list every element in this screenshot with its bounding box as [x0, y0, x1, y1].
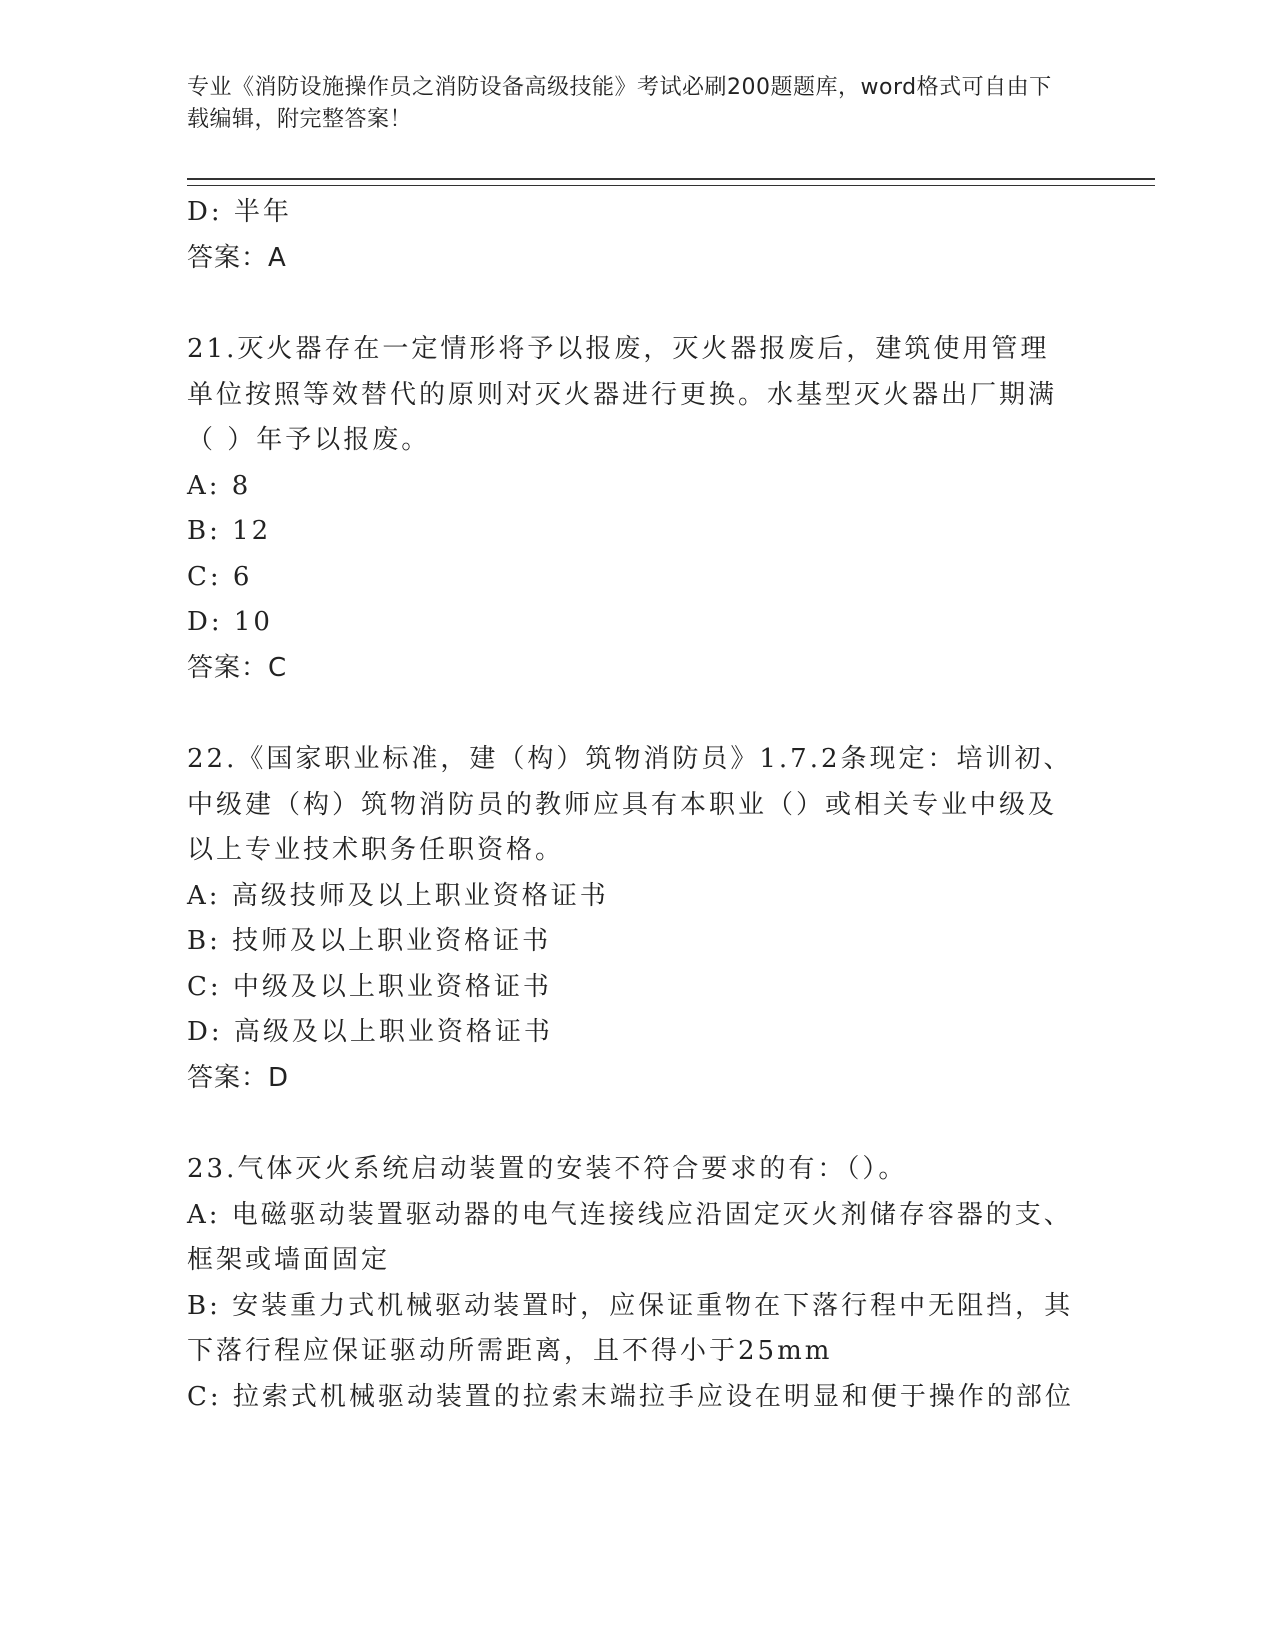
- page-header: 专业《消防设施操作员之消防设备高级技能》考试必刷200题题库，word格式可自由下载编辑，附完整答案！: [187, 75, 1052, 132]
- option-d: D: 半年: [187, 197, 292, 227]
- option-d: D: 高级及以上职业资格证书: [187, 1017, 553, 1047]
- option-b: B: 12: [187, 516, 272, 546]
- question-22: [187, 737, 1077, 1101]
- header-divider: [187, 178, 1155, 186]
- spacer: [187, 281, 1077, 327]
- option-a: A: 8: [187, 470, 252, 501]
- answer: 答案：C: [187, 652, 288, 683]
- option-c: C: 中级及以上职业资格证书: [187, 971, 552, 1002]
- question-content: [187, 190, 1077, 1420]
- question-21: [187, 327, 1077, 691]
- option-a: A: 电磁驱动装置驱动器的电气连接线应沿固定灭火剂储存容器的支、框架或墙面固定: [187, 1199, 1073, 1275]
- answer: 答案：A: [187, 242, 287, 273]
- option-d: D: 10: [187, 607, 273, 637]
- question-stem: 23.气体灭火系统启动装置的安装不符合要求的有：（）。: [187, 1154, 908, 1184]
- answer: 答案：D: [187, 1062, 290, 1093]
- option-b: B: 技师及以上职业资格证书: [187, 926, 552, 956]
- option-c: C: 拉索式机械驱动装置的拉索末端拉手应设在明显和便于操作的部位: [187, 1381, 1074, 1412]
- question-23: [187, 1147, 1077, 1420]
- option-a: A: 高级技师及以上职业资格证书: [187, 880, 609, 911]
- question-stem: 22.《国家职业标准，建（构）筑物消防员》1.7.2条现定：培训初、中级建（构）筑物消防员的教师应具有本职业（）或相关专业中级及以上专业技术职务任职资格。: [187, 744, 1073, 865]
- option-b: B: 安装重力式机械驱动装置时，应保证重物在下落行程中无阻挡，其下落行程应保证驱动所需距离，且不得小于25mm: [187, 1290, 1074, 1366]
- spacer: [187, 691, 1077, 737]
- question-stem: 21.灭火器存在一定情形将予以报废，灭火器报废后，建筑使用管理单位按照等效替代的原则对灭火器进行更换。水基型灭火器出厂期满（ ）年予以报废。: [187, 334, 1058, 455]
- option-c: C: 6: [187, 561, 253, 592]
- spacer: [187, 1101, 1077, 1147]
